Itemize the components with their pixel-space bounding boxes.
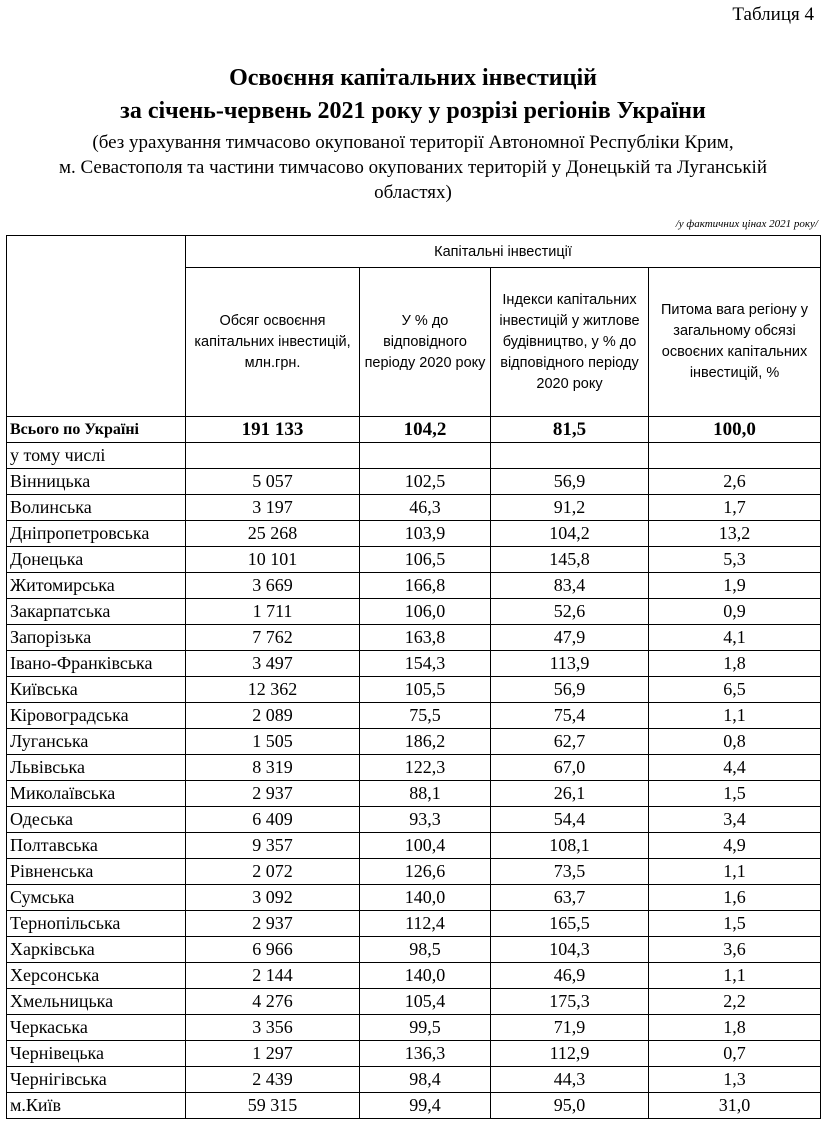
- table-row: [7, 1093, 821, 1119]
- region-pct: 112,4: [360, 911, 491, 937]
- region-share: 4,1: [649, 625, 821, 651]
- region-pct: 186,2: [360, 729, 491, 755]
- region-pct: 98,5: [360, 937, 491, 963]
- region-pct: 93,3: [360, 807, 491, 833]
- region-name: Миколаївська: [7, 781, 186, 807]
- region-share: 1,3: [649, 1067, 821, 1093]
- region-name: Сумська: [7, 885, 186, 911]
- region-name: Чернігівська: [7, 1067, 186, 1093]
- region-name: Кіровоградська: [7, 703, 186, 729]
- region-index: 62,7: [491, 729, 649, 755]
- region-index: 56,9: [491, 677, 649, 703]
- region-share: 1,1: [649, 963, 821, 989]
- regional-investment-table: [6, 235, 821, 1119]
- region-pct: 154,3: [360, 651, 491, 677]
- region-pct: 136,3: [360, 1041, 491, 1067]
- region-pct: 106,0: [360, 599, 491, 625]
- region-index: 67,0: [491, 755, 649, 781]
- region-name: Вінницька: [7, 469, 186, 495]
- table-row: [7, 625, 821, 651]
- region-share: 3,4: [649, 807, 821, 833]
- including-row: [7, 443, 821, 469]
- region-volume: 6 409: [186, 807, 360, 833]
- region-index: 54,4: [491, 807, 649, 833]
- region-share: 1,5: [649, 781, 821, 807]
- region-index: 95,0: [491, 1093, 649, 1119]
- region-pct: 75,5: [360, 703, 491, 729]
- region-pct: 163,8: [360, 625, 491, 651]
- table-row: [7, 833, 821, 859]
- region-name: Донецька: [7, 547, 186, 573]
- empty-cell: [360, 443, 491, 469]
- price-note: /у фактичних цінах 2021 року/: [675, 218, 818, 230]
- table-row: [7, 963, 821, 989]
- region-name: Запорізька: [7, 625, 186, 651]
- region-pct: 106,5: [360, 547, 491, 573]
- region-volume: 3 356: [186, 1015, 360, 1041]
- region-volume: 5 057: [186, 469, 360, 495]
- total-pct: 104,2: [360, 417, 491, 443]
- region-share: 3,6: [649, 937, 821, 963]
- region-name: Закарпатська: [7, 599, 186, 625]
- region-volume: 3 197: [186, 495, 360, 521]
- region-share: 4,9: [649, 833, 821, 859]
- table-number-label: Таблиця 4: [732, 4, 814, 25]
- region-pct: 140,0: [360, 885, 491, 911]
- region-index: 112,9: [491, 1041, 649, 1067]
- region-index: 52,6: [491, 599, 649, 625]
- region-pct: 105,4: [360, 989, 491, 1015]
- total-volume: 191 133: [186, 417, 360, 443]
- region-volume: 2 072: [186, 859, 360, 885]
- table-row: [7, 651, 821, 677]
- region-header-cell: [7, 236, 186, 417]
- region-index: 71,9: [491, 1015, 649, 1041]
- region-pct: 46,3: [360, 495, 491, 521]
- header-group-capital-investment: Капітальні інвестиції: [186, 236, 821, 268]
- region-volume: 3 497: [186, 651, 360, 677]
- region-share: 1,6: [649, 885, 821, 911]
- total-share: 100,0: [649, 417, 821, 443]
- region-volume: 2 144: [186, 963, 360, 989]
- table-row: [7, 1067, 821, 1093]
- region-index: 83,4: [491, 573, 649, 599]
- region-share: 1,9: [649, 573, 821, 599]
- region-volume: 6 966: [186, 937, 360, 963]
- table-row: [7, 1041, 821, 1067]
- region-volume: 1 711: [186, 599, 360, 625]
- region-index: 63,7: [491, 885, 649, 911]
- region-name: м.Київ: [7, 1093, 186, 1119]
- region-pct: 126,6: [360, 859, 491, 885]
- region-index: 44,3: [491, 1067, 649, 1093]
- empty-cell: [649, 443, 821, 469]
- document-subtitle: [0, 130, 826, 205]
- region-pct: 100,4: [360, 833, 491, 859]
- subtitle-line-2: м. Севастополя та частини тимчасово окупованих територій у Донецькій та Луганській: [59, 157, 767, 178]
- region-pct: 102,5: [360, 469, 491, 495]
- region-volume: 12 362: [186, 677, 360, 703]
- total-row: [7, 417, 821, 443]
- table-row: [7, 937, 821, 963]
- document-title-line-1: Освоєння капітальних інвестицій: [229, 65, 597, 91]
- region-name: Херсонська: [7, 963, 186, 989]
- region-share: 1,1: [649, 859, 821, 885]
- table-row: [7, 1015, 821, 1041]
- region-volume: 25 268: [186, 521, 360, 547]
- region-share: 1,5: [649, 911, 821, 937]
- region-index: 104,3: [491, 937, 649, 963]
- table-row: [7, 703, 821, 729]
- region-pct: 103,9: [360, 521, 491, 547]
- table-row: [7, 989, 821, 1015]
- region-volume: 9 357: [186, 833, 360, 859]
- table-row: [7, 573, 821, 599]
- region-share: 31,0: [649, 1093, 821, 1119]
- region-pct: 122,3: [360, 755, 491, 781]
- region-volume: 3 669: [186, 573, 360, 599]
- region-name: Житомирська: [7, 573, 186, 599]
- table-row: [7, 547, 821, 573]
- region-volume: 59 315: [186, 1093, 360, 1119]
- region-share: 1,8: [649, 1015, 821, 1041]
- table-row: [7, 755, 821, 781]
- including-label: у тому числі: [7, 443, 186, 469]
- table-row: [7, 677, 821, 703]
- header-percent-previous: У % до відповідного періоду 2020 року: [360, 268, 491, 417]
- total-index: 81,5: [491, 417, 649, 443]
- region-pct: 105,5: [360, 677, 491, 703]
- region-name: Рівненська: [7, 859, 186, 885]
- region-share: 2,6: [649, 469, 821, 495]
- region-volume: 7 762: [186, 625, 360, 651]
- header-housing-index: Індекси капітальних інвестицій у житлове будівництво, у % до відповідного періоду 2020 року: [491, 268, 649, 417]
- region-share: 1,7: [649, 495, 821, 521]
- region-share: 13,2: [649, 521, 821, 547]
- region-name: Харківська: [7, 937, 186, 963]
- region-share: 0,8: [649, 729, 821, 755]
- region-share: 4,4: [649, 755, 821, 781]
- subtitle-line-1: (без урахування тимчасово окупованої території Автономної Республіки Крим,: [92, 132, 734, 153]
- region-index: 145,8: [491, 547, 649, 573]
- region-pct: 88,1: [360, 781, 491, 807]
- region-volume: 3 092: [186, 885, 360, 911]
- region-name: Одеська: [7, 807, 186, 833]
- region-index: 113,9: [491, 651, 649, 677]
- region-index: 108,1: [491, 833, 649, 859]
- region-index: 46,9: [491, 963, 649, 989]
- region-index: 165,5: [491, 911, 649, 937]
- header-volume: Обсяг освоєння капітальних інвестицій, млн.грн.: [186, 268, 360, 417]
- region-share: 5,3: [649, 547, 821, 573]
- empty-cell: [491, 443, 649, 469]
- region-name: Івано-Франківська: [7, 651, 186, 677]
- region-pct: 99,4: [360, 1093, 491, 1119]
- region-share: 1,1: [649, 703, 821, 729]
- header-region-share: Питома вага регіону у загальному обсязі освоєних капітальних інвестицій, %: [649, 268, 821, 417]
- table-row: [7, 885, 821, 911]
- region-volume: 1 505: [186, 729, 360, 755]
- region-share: 2,2: [649, 989, 821, 1015]
- table-row: [7, 469, 821, 495]
- region-index: 73,5: [491, 859, 649, 885]
- table-row: [7, 495, 821, 521]
- table-row: [7, 859, 821, 885]
- region-index: 75,4: [491, 703, 649, 729]
- document-title-line-2: за січень-червень 2021 року у розрізі регіонів України: [120, 98, 706, 124]
- region-volume: 10 101: [186, 547, 360, 573]
- region-name: Дніпропетровська: [7, 521, 186, 547]
- region-name: Тернопільська: [7, 911, 186, 937]
- region-index: 47,9: [491, 625, 649, 651]
- region-volume: 2 937: [186, 781, 360, 807]
- region-index: 56,9: [491, 469, 649, 495]
- region-volume: 2 937: [186, 911, 360, 937]
- region-index: 91,2: [491, 495, 649, 521]
- region-share: 1,8: [649, 651, 821, 677]
- region-index: 26,1: [491, 781, 649, 807]
- region-volume: 8 319: [186, 755, 360, 781]
- region-name: Волинська: [7, 495, 186, 521]
- region-volume: 2 439: [186, 1067, 360, 1093]
- region-pct: 140,0: [360, 963, 491, 989]
- empty-cell: [186, 443, 360, 469]
- region-volume: 2 089: [186, 703, 360, 729]
- region-name: Київська: [7, 677, 186, 703]
- region-pct: 166,8: [360, 573, 491, 599]
- table-row: [7, 807, 821, 833]
- table-row: [7, 599, 821, 625]
- region-name: Чернівецька: [7, 1041, 186, 1067]
- total-name: Всього по Україні: [7, 417, 186, 443]
- table-row: [7, 911, 821, 937]
- region-name: Полтавська: [7, 833, 186, 859]
- region-pct: 98,4: [360, 1067, 491, 1093]
- region-volume: 4 276: [186, 989, 360, 1015]
- region-index: 175,3: [491, 989, 649, 1015]
- table-row: [7, 729, 821, 755]
- region-share: 0,9: [649, 599, 821, 625]
- table-row: [7, 521, 821, 547]
- subtitle-line-3: областях): [374, 182, 452, 203]
- region-pct: 99,5: [360, 1015, 491, 1041]
- region-name: Черкаська: [7, 1015, 186, 1041]
- region-name: Хмельницька: [7, 989, 186, 1015]
- region-name: Луганська: [7, 729, 186, 755]
- region-volume: 1 297: [186, 1041, 360, 1067]
- region-index: 104,2: [491, 521, 649, 547]
- region-share: 6,5: [649, 677, 821, 703]
- table-row: [7, 781, 821, 807]
- region-share: 0,7: [649, 1041, 821, 1067]
- region-name: Львівська: [7, 755, 186, 781]
